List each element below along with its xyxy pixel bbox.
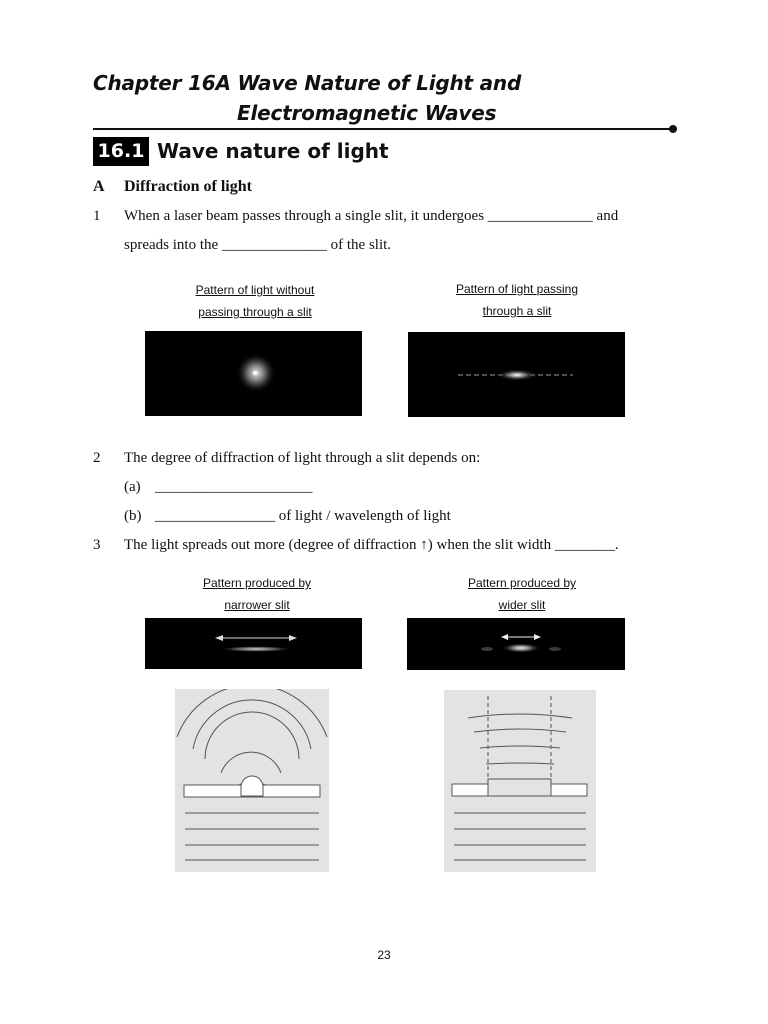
question-2-text: The degree of diffraction of light through a slit depends on: (124, 450, 481, 466)
narrow-slit-wavefront-diagram (175, 689, 329, 872)
page-number: 23 (377, 948, 391, 962)
narrow-slit-pattern-graphic (145, 618, 362, 669)
wide-slit-pattern-graphic (407, 618, 625, 670)
chapter-title-line-2: Electromagnetic Waves (237, 101, 497, 125)
question-3-number: 3 (93, 537, 101, 553)
question-2b-text: ________________ of light / wavelength of light (155, 508, 451, 524)
caption-wide-slit-line-1: Pattern produced by (467, 576, 577, 590)
caption-no-slit-line-2: passing through a slit (198, 305, 312, 319)
question-2b-label: (b) (124, 508, 142, 524)
chapter-divider (93, 128, 673, 130)
laser-spot-graphic (145, 331, 362, 416)
subsection-letter: A (93, 178, 105, 195)
section-title: Wave nature of light (157, 139, 389, 163)
question-2a-blank: _____________________ (155, 479, 313, 495)
chapter-title (93, 68, 521, 128)
narrow-slit-pattern-photo (145, 618, 362, 669)
question-2a-label: (a) (124, 479, 141, 495)
wide-slit-wavefront-graphic (444, 690, 596, 872)
wide-slit-wavefront-diagram (444, 690, 596, 872)
single-slit-pattern-photo (408, 332, 625, 417)
laser-spot-photo (145, 331, 362, 416)
section-number-badge: 16.1 (93, 137, 149, 166)
question-1-line-2: spreads into the ______________ of the slit. (124, 237, 392, 253)
chapter-title-line-1: Chapter 16A Wave Nature of Light and (93, 71, 522, 95)
question-1-line-1: When a laser beam passes through a single slit, it undergoes ______________ and (124, 208, 619, 224)
caption-narrow-slit-line-1: Pattern produced by (202, 576, 312, 590)
question-2-number: 2 (93, 450, 101, 466)
question-3-text: The light spreads out more (degree of diffraction ↑) when the slit width ________. (124, 537, 619, 553)
caption-wide-slit-line-2: wider slit (498, 598, 546, 612)
subsection-title: Diffraction of light (124, 178, 252, 195)
chapter-divider-dot (669, 125, 677, 133)
narrow-slit-wavefront-graphic (175, 689, 329, 872)
caption-narrow-slit-line-2: narrower slit (224, 598, 290, 612)
single-slit-pattern-graphic (408, 332, 625, 417)
question-1-number: 1 (93, 208, 101, 224)
caption-through-slit-line-1: Pattern of light passing (455, 282, 579, 296)
caption-no-slit-line-1: Pattern of light without (195, 283, 315, 297)
wide-slit-pattern-photo (407, 618, 625, 670)
caption-through-slit-line-2: through a slit (482, 304, 552, 318)
